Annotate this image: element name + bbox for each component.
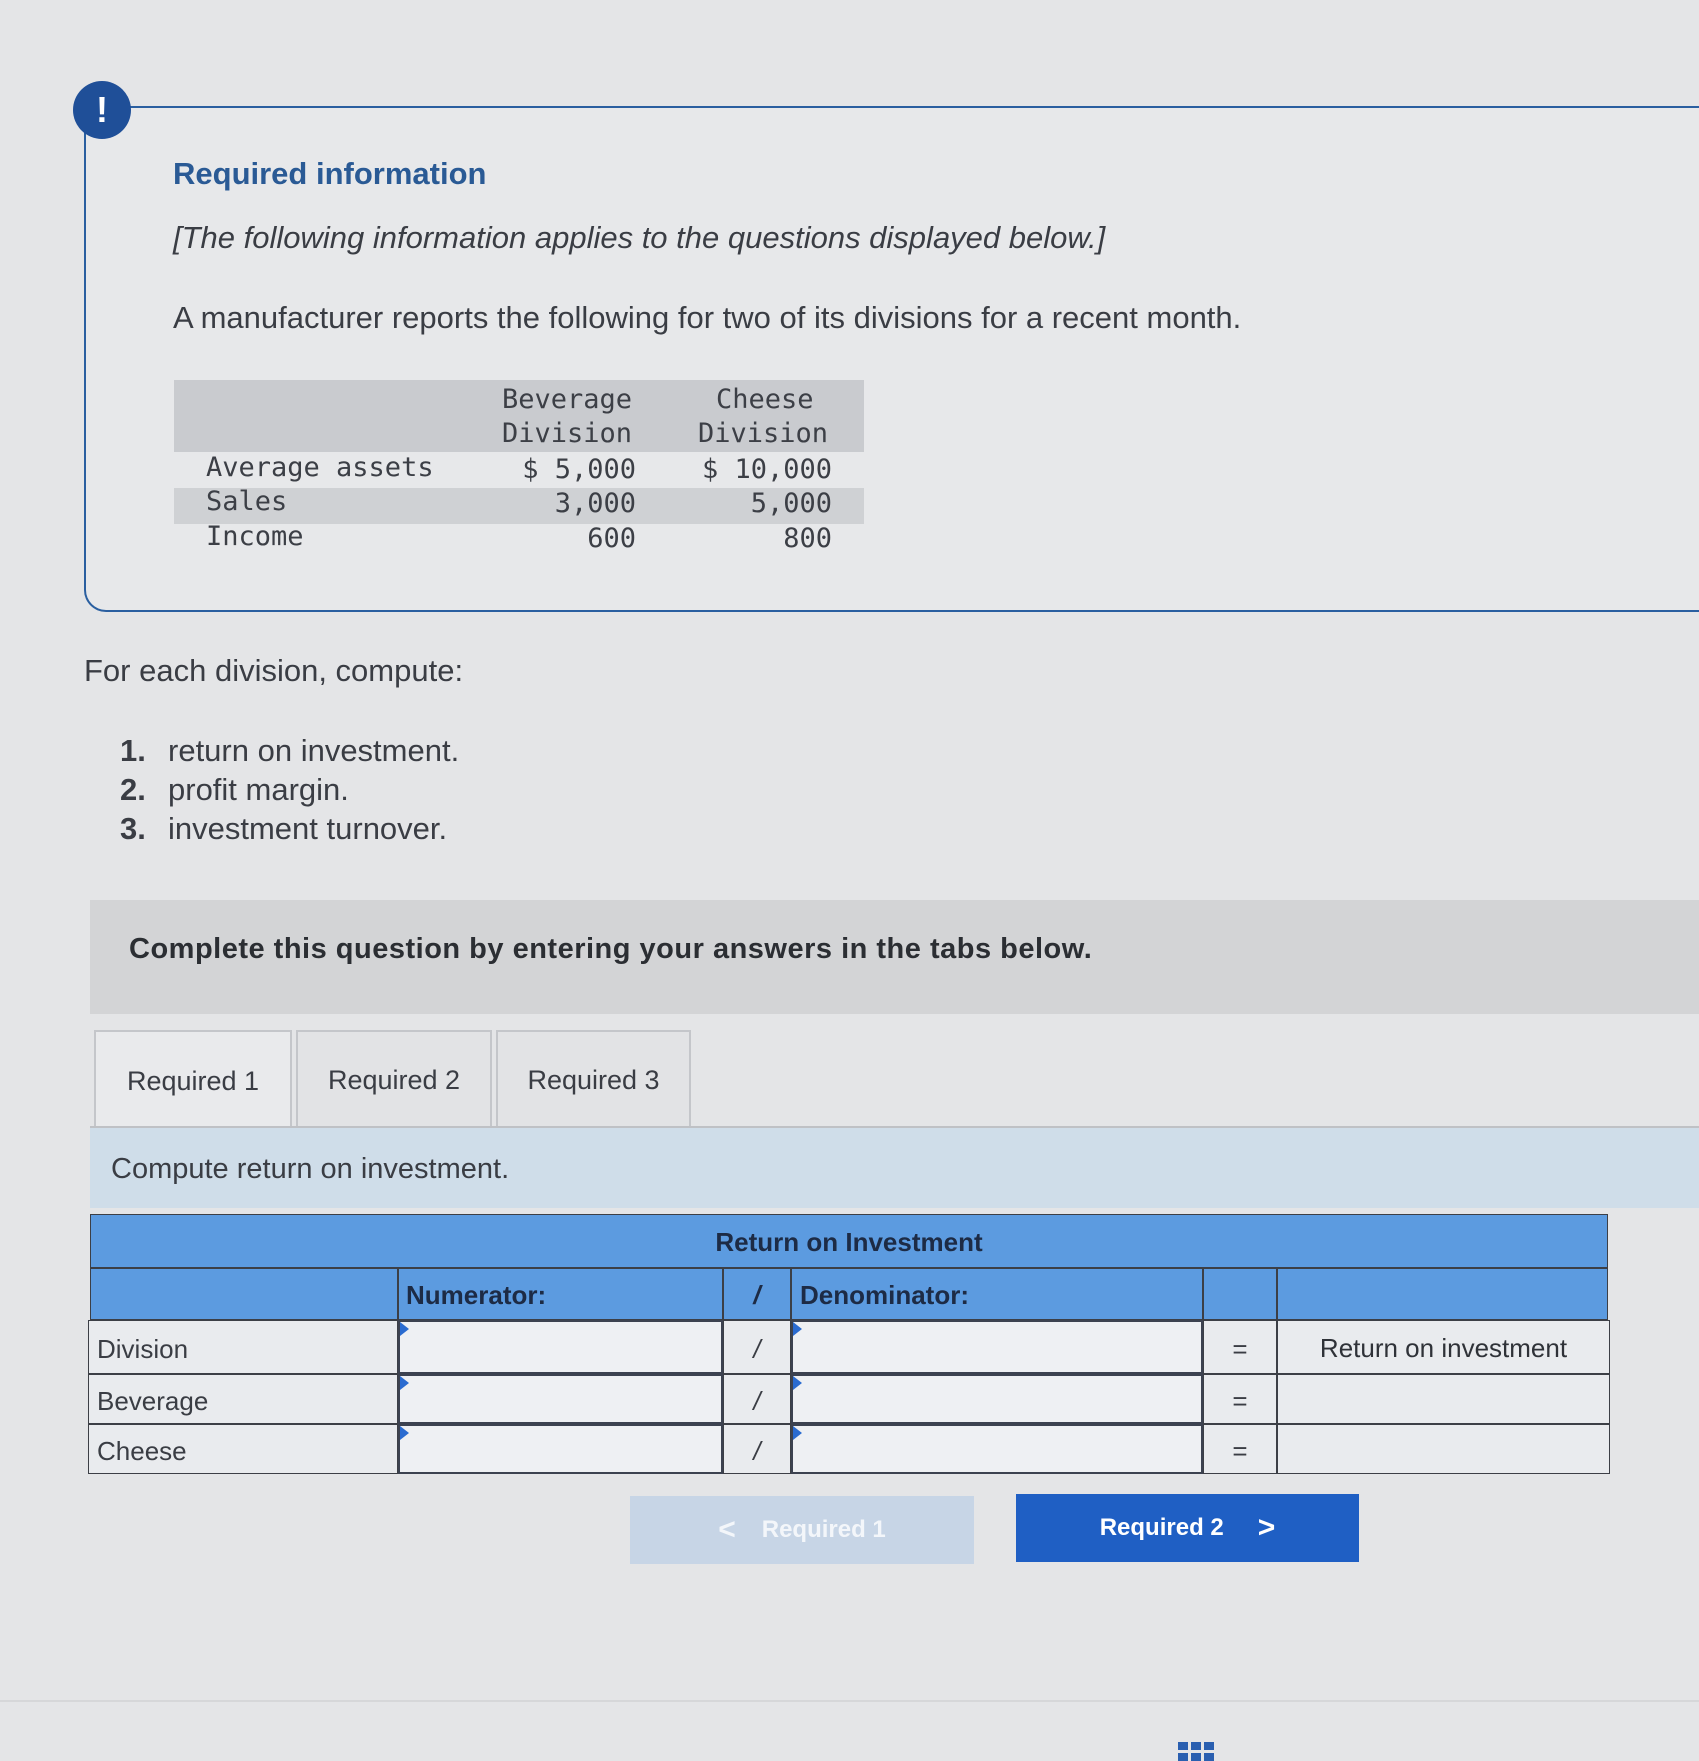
equals-symbol: = — [1232, 1334, 1248, 1364]
header-beverage-line2: Division — [502, 418, 633, 449]
chevron-right-icon: > — [1257, 1511, 1276, 1544]
list-item-text: return on investment. — [168, 733, 460, 768]
tab-required-1[interactable] — [94, 1030, 292, 1131]
next-required-button[interactable] — [1016, 1494, 1359, 1562]
tab-required-3[interactable] — [496, 1030, 691, 1128]
chevron-left-icon: < — [718, 1513, 736, 1546]
numerator-input-division[interactable] — [398, 1320, 723, 1374]
previous-button-label: Required 1 — [761, 1516, 886, 1543]
info-note: [The following information applies to the questions displayed below.] — [173, 220, 1106, 255]
roi-answer-grid — [88, 1214, 1612, 1476]
equals-symbol: = — [1232, 1386, 1248, 1416]
header-beverage-line1: Beverage — [502, 384, 633, 415]
list-item — [120, 733, 459, 769]
list-item-number: 1. — [120, 733, 146, 768]
slash-symbol: / — [753, 1334, 761, 1364]
row-label-division: Division — [97, 1334, 189, 1364]
list-item-number: 3. — [120, 811, 146, 846]
denominator-input-cheese[interactable] — [791, 1424, 1203, 1474]
row-label-average-assets: Average assets — [206, 452, 434, 483]
tab-label: Required 2 — [327, 1064, 461, 1095]
input-marker-icon — [400, 1426, 409, 1440]
value-cheese-average-assets: $ 10,000 — [701, 454, 832, 485]
row-label-beverage: Beverage — [97, 1386, 209, 1416]
tab-label: Required 1 — [126, 1066, 260, 1096]
row-label-sales: Sales — [206, 486, 288, 517]
value-beverage-sales: 3,000 — [554, 488, 636, 519]
equals-symbol: = — [1232, 1436, 1248, 1466]
denominator-input-beverage[interactable] — [791, 1374, 1203, 1424]
header-slash: / — [753, 1280, 761, 1310]
slash-symbol: / — [753, 1436, 761, 1466]
input-marker-icon — [400, 1376, 409, 1390]
numerator-input-cheese[interactable] — [398, 1424, 723, 1474]
numerator-input-beverage[interactable] — [398, 1374, 723, 1424]
info-text: A manufacturer reports the following for two of its divisions for a recent month. — [173, 300, 1242, 335]
header-equals-cell — [1203, 1268, 1277, 1320]
input-marker-icon — [793, 1322, 802, 1336]
result-label: Return on investment — [1319, 1333, 1568, 1363]
value-cheese-sales: 5,000 — [750, 488, 832, 519]
header-blank-cell — [90, 1268, 398, 1320]
info-title: Required information — [173, 156, 487, 191]
input-marker-icon — [793, 1376, 802, 1390]
alert-icon: ! — [73, 81, 131, 139]
list-item-text: investment turnover. — [168, 811, 448, 846]
grid-menu-icon[interactable] — [1178, 1742, 1216, 1761]
list-item-number: 2. — [120, 772, 146, 807]
header-cheese-line2: Division — [698, 418, 829, 449]
slash-symbol: / — [753, 1386, 761, 1416]
header-cheese-line1: Cheese — [716, 384, 814, 415]
row-label-income: Income — [206, 521, 304, 552]
input-marker-icon — [793, 1426, 802, 1440]
header-result-cell — [1277, 1268, 1608, 1320]
value-beverage-income: 600 — [587, 523, 636, 554]
instruction-banner-text: Complete this question by entering your answers in the tabs below. — [129, 933, 1093, 965]
value-cheese-income: 800 — [783, 523, 832, 554]
list-item — [120, 772, 349, 808]
input-marker-icon — [400, 1322, 409, 1336]
footer-divider — [0, 1700, 1699, 1702]
numerator-label: Numerator: — [406, 1280, 547, 1310]
tab-required-2[interactable] — [296, 1030, 492, 1128]
grid-title: Return on Investment — [715, 1227, 983, 1257]
row-label-cheese: Cheese — [97, 1436, 187, 1466]
result-cell-cheese — [1277, 1424, 1610, 1474]
next-button-label: Required 2 — [1099, 1514, 1224, 1541]
list-item-text: profit margin. — [168, 772, 349, 807]
denominator-label: Denominator: — [800, 1280, 969, 1310]
value-beverage-average-assets: $ 5,000 — [522, 454, 636, 485]
tab-label: Required 3 — [527, 1064, 660, 1095]
result-cell-beverage — [1277, 1374, 1610, 1424]
list-item — [120, 811, 447, 847]
compute-intro: For each division, compute: — [84, 653, 464, 688]
tab-instruction-text: Compute return on investment. — [111, 1153, 510, 1185]
denominator-input-division[interactable] — [791, 1320, 1203, 1374]
previous-required-button[interactable] — [630, 1496, 974, 1564]
